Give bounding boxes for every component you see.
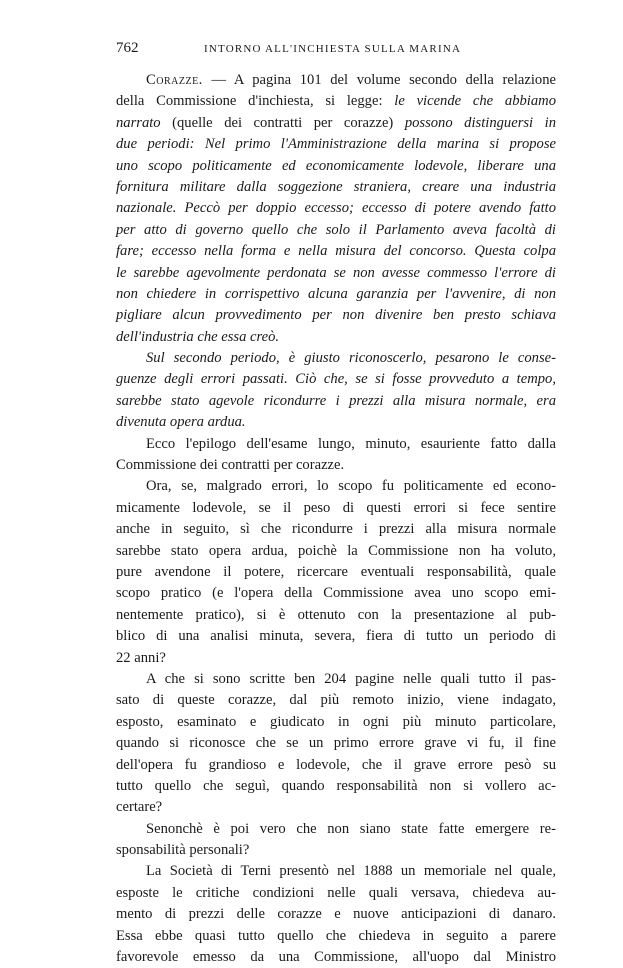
text-run: Commissione dei contratti per corazze. — [116, 457, 345, 474]
text-run: sato di queste corazze, dal più remoto inizio, viene indagato, — [116, 692, 556, 709]
text-line — [116, 776, 556, 797]
running-title: INTORNO ALL'INCHIESTA SULLA MARINA — [204, 43, 462, 55]
text-line — [116, 91, 556, 112]
italic-text: nazionale. Peccò per doppio eccesso; eccesso di potere avendo fatto — [116, 200, 556, 217]
page-number: 762 — [116, 40, 139, 56]
italic-text: possono distinguersi in — [404, 114, 556, 131]
text-line — [116, 947, 556, 968]
text-line — [116, 391, 556, 412]
text-line — [116, 305, 556, 326]
text-line — [116, 669, 556, 690]
text-line — [116, 690, 556, 711]
text-line — [116, 134, 556, 155]
page-header — [116, 40, 556, 60]
text-line — [116, 541, 556, 562]
text-run: sponsabilità personali? — [116, 842, 250, 859]
text-line — [116, 70, 556, 91]
text-run: blico di una analisi minuta, severa, fiera di tutto un periodo di — [116, 628, 556, 645]
text-line — [116, 626, 556, 647]
text-run: scopo pratico (e l'opera della Commissione avea uno scopo emi- — [116, 585, 556, 602]
text-line — [116, 883, 556, 904]
text-line — [116, 904, 556, 925]
text-line — [116, 583, 556, 604]
text-line — [116, 156, 556, 177]
text-line — [116, 733, 556, 754]
text-line — [116, 840, 556, 861]
italic-text: fare; eccesso nella forma e nella misura del concorso. Questa colpa — [116, 243, 556, 260]
text-line — [116, 861, 556, 882]
text-run: mento di prezzi delle corazze e nuove anticipazioni di danaro. — [116, 906, 556, 923]
text-run: La Società di Terni presentò nel 1888 un memoriale nel quale, — [146, 863, 556, 880]
text-run: A che si sono scritte ben 204 pagine nelle quali tutto il pas- — [146, 670, 556, 687]
text-line — [116, 605, 556, 626]
text-run: nentemente pratico), si è ottenuto con la presentazione al pub- — [116, 606, 556, 623]
italic-text: divenuta opera ardua. — [116, 414, 246, 431]
text-line — [116, 648, 556, 669]
text-line — [116, 819, 556, 840]
italic-text: le vicende che abbiamo — [394, 93, 556, 110]
text-run: sarebbe stato opera ardua, poichè la Commissione non ha voluto, — [116, 542, 556, 559]
text-run: micamente lodevole, se il peso di questi errori si fece sentire — [116, 499, 556, 516]
text-run: 22 anni? — [116, 649, 166, 666]
text-run: tutto quello che seguì, quando responsabilità non si vollero ac- — [116, 777, 556, 794]
text-run: (quelle dei contratti per corazze) — [160, 114, 405, 131]
text-line — [116, 562, 556, 583]
text-line — [116, 369, 556, 390]
text-line — [116, 434, 556, 455]
text-run: anche in seguito, sì che ricondurre i prezzi alla misura normale — [116, 521, 556, 538]
italic-text: le sarebbe agevolmente perdonata se non avesse commesso l'errore di — [116, 264, 556, 281]
text-line — [116, 412, 556, 433]
text-run: quando si riconosce che se un primo errore grave vi fu, il fine — [116, 735, 556, 752]
text-line — [116, 198, 556, 219]
italic-text: sarebbe stato agevole ricondurre i prezzi alla misura normale, era — [116, 392, 556, 409]
italic-text: non chiedere in corrispettivo alcuna garanzia per l'avvenire, di non — [116, 285, 556, 302]
italic-text: narrato — [116, 114, 161, 131]
text-run: Senonchè è poi vero che non siano state fatte emergere re- — [146, 820, 556, 837]
text-run: esposte le critiche condizioni nelle quali versava, chiedeva au- — [116, 884, 556, 901]
text-line — [116, 241, 556, 262]
section-heading: Corazze. — [146, 72, 203, 88]
italic-text: fornitura militare dalla soggezione straniera, creare una industria — [116, 178, 556, 195]
italic-text: Sul secondo periodo, è giusto riconoscerlo, pesarono le conse- — [146, 350, 556, 367]
body-text — [116, 70, 556, 968]
italic-text: due periodi: Nel primo l'Amministrazione della marina si propose — [116, 136, 556, 153]
italic-text: uno scopo politicamente ed economicamente lodevole, liberare una — [116, 157, 556, 174]
text-line — [116, 177, 556, 198]
text-line — [116, 755, 556, 776]
text-line — [116, 797, 556, 818]
text-line — [116, 284, 556, 305]
text-run: esposto, esaminato e giudicato in ogni più minuto particolare, — [116, 713, 556, 730]
text-line — [116, 348, 556, 369]
text-line — [116, 712, 556, 733]
text-line — [116, 113, 556, 134]
text-line — [116, 455, 556, 476]
text-line — [116, 263, 556, 284]
text-line — [116, 519, 556, 540]
text-run: dell'opera fu grandioso e lodevole, che il grave errore pesò su — [116, 756, 556, 773]
text-line — [116, 498, 556, 519]
text-run: pure avendone il potere, ricercare eventuali responsabilità, quale — [116, 563, 556, 580]
italic-text: per atto di governo quello che solo il Parlamento aveva facoltà di — [116, 221, 556, 238]
italic-text: pigliare alcun provvedimento per non divenire ben presto schiava — [116, 307, 556, 324]
text-run: certare? — [116, 799, 163, 816]
text-run: — A pagina 101 del volume secondo della relazione — [202, 72, 556, 88]
text-run: favorevole emesso da una Commissione, all'uopo dal Ministro — [116, 949, 556, 966]
text-run: Ecco l'epilogo dell'esame lungo, minuto, esauriente fatto dalla — [146, 435, 556, 452]
italic-text: dell'industria che essa creò. — [116, 328, 280, 345]
text-line — [116, 327, 556, 348]
text-run: della Commissione d'inchiesta, si legge: — [116, 93, 395, 110]
italic-text: guenze degli errori passati. Ciò che, se si fosse provveduto a tempo, — [116, 371, 556, 388]
text-line — [116, 220, 556, 241]
text-run: Essa ebbe quasi tutto quello che chiedeva in seguito a parere — [116, 927, 556, 944]
text-line — [116, 926, 556, 947]
text-line — [116, 476, 556, 497]
text-run: Ora, se, malgrado errori, lo scopo fu politicamente ed econo- — [146, 478, 556, 495]
